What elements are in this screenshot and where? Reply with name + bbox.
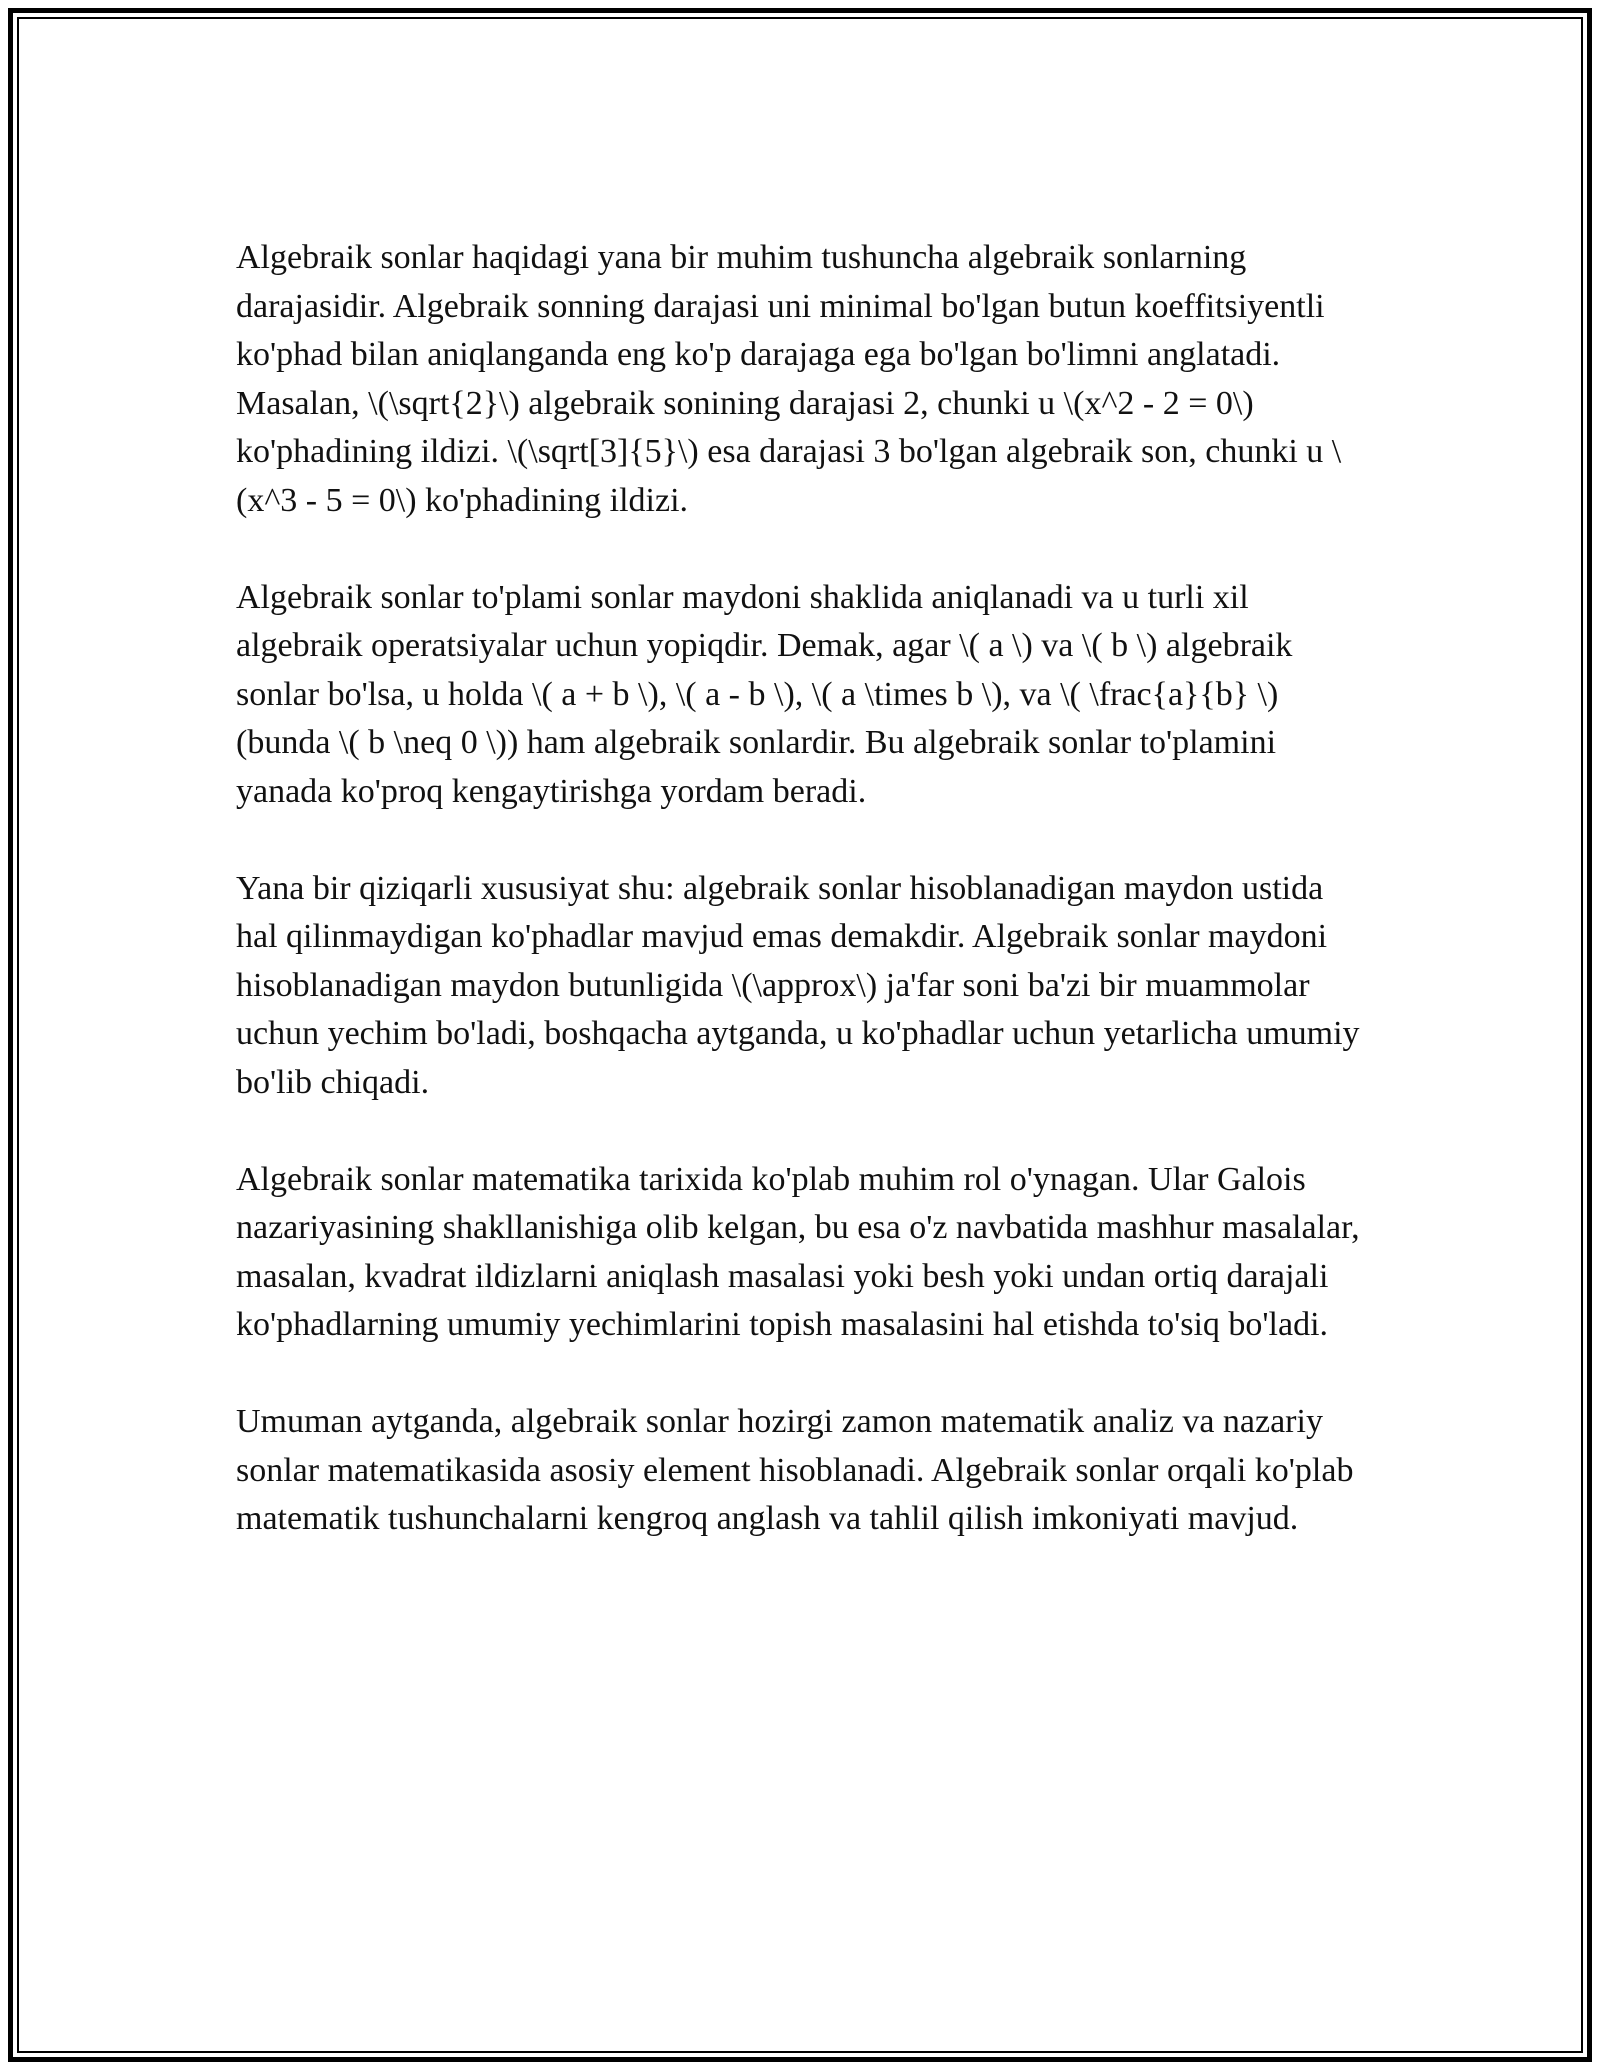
document-body <box>236 234 1366 1592</box>
paragraph-1: Algebraik sonlar haqidagi yana bir muhim tushuncha algebraik sonlarning darajasidir. Algebraik sonning darajasi uni minimal bo'lgan butun koeffitsiyentli ko'phad bilan aniqlanganda eng ko'p darajaga ega bo'lgan bo'limni anglatadi. Masalan, \(\sqrt{2}\) algebraik sonining darajasi 2, chunki u \(x^2 - 2 = 0\) ko'phadining ildizi. \(\sqrt[3]{5}\) esa darajasi 3 bo'lgan algebraik son, chunki u \(x^3 - 5 = 0\) ko'phadining ildizi. <box>236 239 1342 519</box>
paragraph-4: Algebraik sonlar matematika tarixida ko'plab muhim rol o'ynagan. Ular Galois nazariyasining shakllanishiga olib kelgan, bu esa o'z navbatida mashhur masalalar, masalan, kvadrat ildizlarni aniqlash masalasi yoki besh yoki undan ortiq darajali ko'phadlarning umumiy yechimlarini topish masalasini hal etishda to'siq bo'ladi. <box>236 1160 1360 1343</box>
paragraph-5: Umuman aytganda, algebraik sonlar hozirgi zamon matematik analiz va nazariy sonlar matematikasida asosiy element hisoblanadi. Algebraik sonlar orqali ko'plab matematik tushunchalarni kengroq anglash va tahlil qilish imkoniyati mavjud. <box>236 1403 1354 1537</box>
paragraph-3: Yana bir qiziqarli xususiyat shu: algebraik sonlar hisoblanadigan maydon ustida hal qilinmaydigan ko'phadlar mavjud emas demakdir. Algebraik sonlar maydoni hisoblanadigan maydon butunligida \(\approx\) ja'far soni ba'zi bir muammolar uchun yechim bo'ladi, boshqacha aytganda, u ko'phadlar uchun yetarlicha umumiy bo'lib chiqadi. <box>236 869 1360 1101</box>
paragraph-2: Algebraik sonlar to'plami sonlar maydoni shaklida aniqlanadi va u turli xil algebraik operatsiyalar uchun yopiqdir. Demak, agar \( a \) va \( b \) algebraik sonlar bo'lsa, u holda \( a + b \), \( a - b \), \( a \times b \), va \( \frac{a}{b} \) (bunda \( b \neq 0 \)) ham algebraik sonlardir. Bu algebraik sonlar to'plamini yanada ko'proq kengaytirishga yordam beradi. <box>236 578 1293 810</box>
